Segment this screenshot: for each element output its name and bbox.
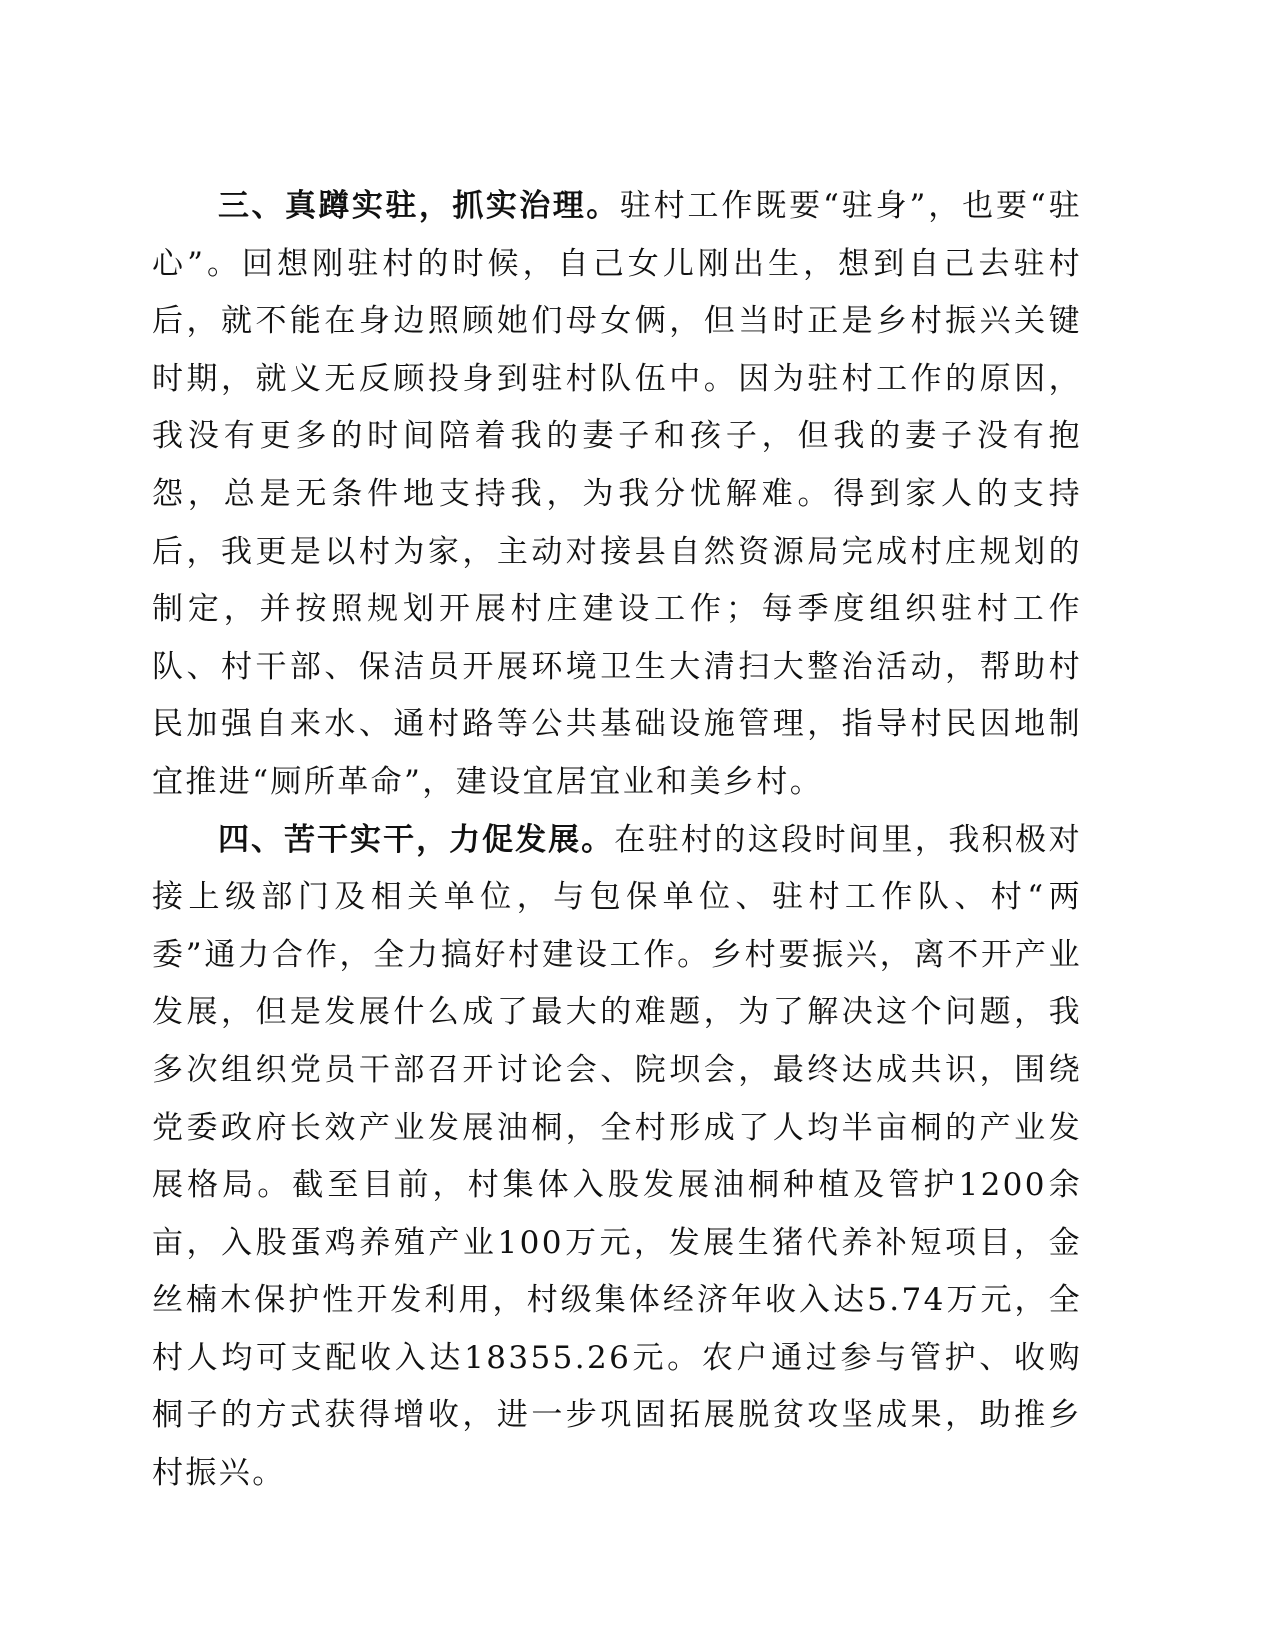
document-body <box>152 178 1082 1503</box>
paragraph-four <box>152 812 1082 1503</box>
paragraph-three-heading: 三、真蹲实驻，抓实治理。 <box>218 188 620 224</box>
paragraph-three <box>152 178 1082 812</box>
paragraph-four-heading: 四、苦干实干，力促发展。 <box>218 821 615 858</box>
paragraph-four-text: 在驻村的这段时间里，我积极对接上级部门及相关单位，与包保单位、驻村工作队、村“两委”通力合作，全力搞好村建设工作。乡村要振兴，离不开产业发展，但是发展什么成了最大的难题，为了解决这个问题，我多次组织党员干部召开讨论会、院坝会，最终达成共识，围绕党委政府长效产业发展油桐，全村形成了人均半亩桐的产业发展格局。截至目前，村集体入股发展油桐种植及管护1200余亩，入股蛋鸡养殖产业100万元，发展生猪代养补短项目，金丝楠木保护性开发利用，村级集体经济年收入达5.74万元，全村人均可支配收入达18355.26元。农户通过参与管护、收购桐子的方式获得增收，进一步巩固拓展脱贫攻坚成果，助推乡村振兴。 <box>152 821 1082 1492</box>
paragraph-three-text: 驻村工作既要“驻身”，也要“驻心”。回想刚驻村的时候，自己女儿刚出生，想到自己去驻村后，就不能在身边照顾她们母女俩，但当时正是乡村振兴关键时期，就义无反顾投身到驻村队伍中。因为驻村工作的原因，我没有更多的时间陪着我的妻子和孩子，但我的妻子没有抱怨，总是无条件地支持我，为我分忧解难。得到家人的支持后，我更是以村为家，主动对接县自然资源局完成村庄规划的制定，并按照规划开展村庄建设工作；每季度组织驻村工作队、村干部、保洁员开展环境卫生大清扫大整治活动，帮助村民加强自来水、通村路等公共基础设施管理，指导村民因地制宜推进“厕所革命”，建设宜居宜业和美乡村。 <box>152 188 1082 800</box>
